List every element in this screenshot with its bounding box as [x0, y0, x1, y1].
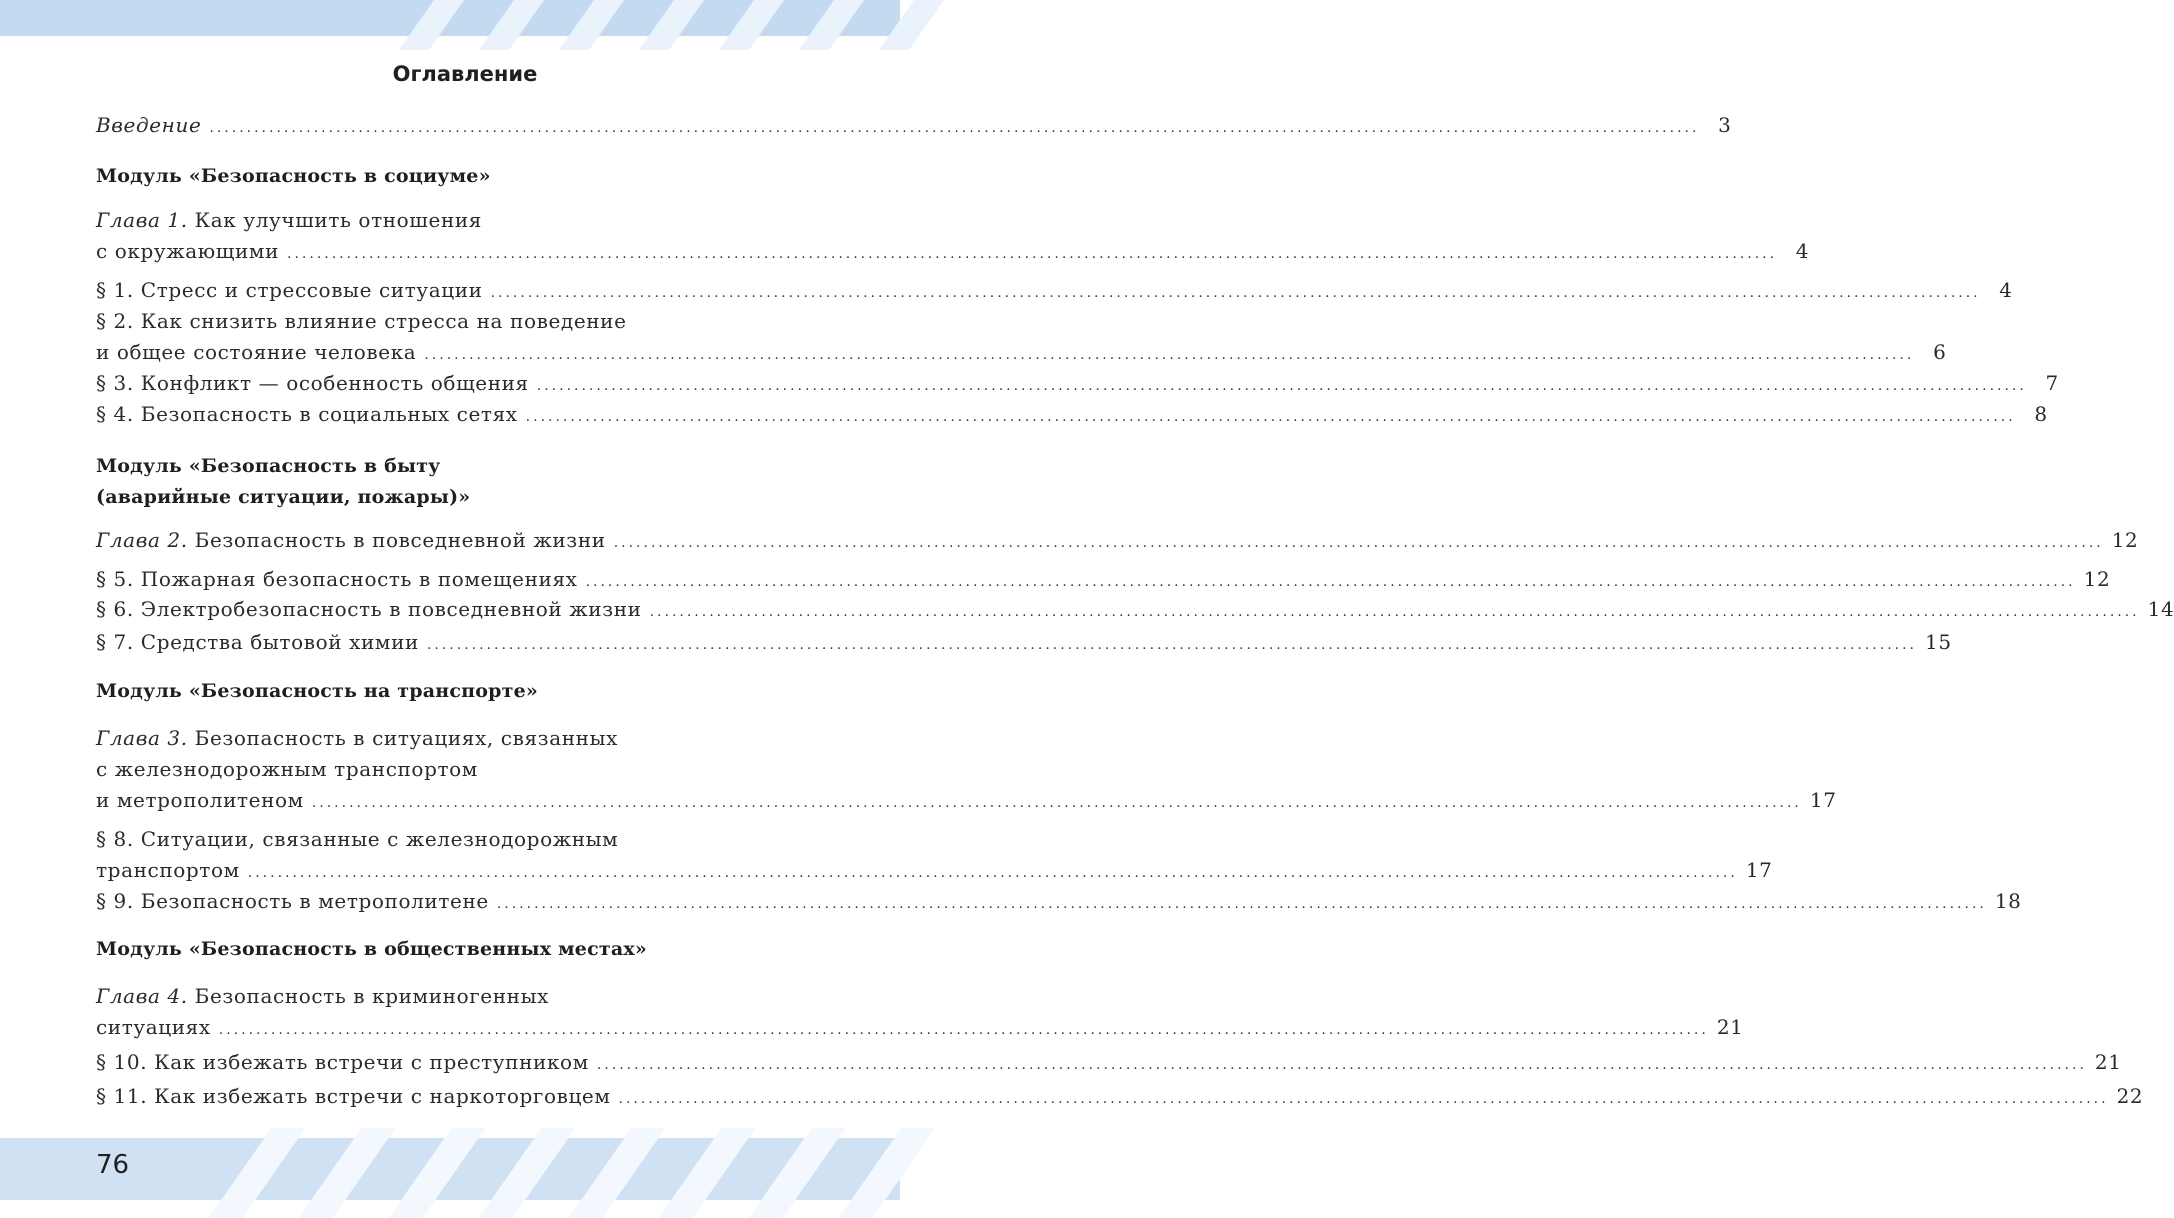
toc-page-number: 21	[1716, 1015, 1744, 1039]
toc-entry-prefix: Глава 4.	[96, 984, 188, 1008]
dot-leader: ........................................................................................................................................................................................................	[218, 1022, 1709, 1038]
toc-entry-label	[96, 754, 478, 785]
toc-entry-text: § 6. Электробезопасность в повседневной жизни	[96, 597, 642, 621]
dot-leader: ........................................................................................................................................................................................................	[649, 604, 2140, 620]
toc-entry-line	[96, 337, 1947, 371]
module-heading-line: Модуль «Безопасность в социуме»	[96, 165, 491, 187]
toc-entry-label	[96, 1012, 211, 1043]
dot-leader: ........................................................................................................................................................................................................	[618, 1091, 2109, 1107]
toc-entry[interactable]	[96, 399, 2048, 433]
toc-page-number: 21	[2094, 1050, 2122, 1074]
toc-entry-text: транспортом	[96, 858, 240, 882]
toc-entry-text: ситуациях	[96, 1015, 211, 1039]
dot-leader: ........................................................................................................................................................................................................	[311, 795, 1802, 811]
toc-entry-prefix: Глава 1.	[96, 208, 188, 232]
toc-entry[interactable]	[96, 564, 2111, 598]
toc-entry[interactable]	[96, 205, 1810, 270]
toc-entry-text: § 7. Средства бытовой химии	[96, 630, 419, 654]
dot-leader: ........................................................................................................................................................................................................	[426, 637, 1917, 653]
toc-page-number: 4	[1795, 239, 1810, 263]
toc-entry-text: с железнодорожным транспортом	[96, 757, 478, 781]
toc-page-number: 17	[1745, 858, 1773, 882]
toc-page-number: 3	[1718, 113, 1732, 137]
toc-entry-text: § 1. Стресс и стрессовые ситуации	[96, 278, 483, 302]
dot-leader: ........................................................................................................................................................................................................	[496, 896, 1987, 912]
dot-leader: ........................................................................................................................................................................................................	[490, 285, 1981, 301]
toc-entry-text: § 2. Как снизить влияние стресса на поведение	[96, 309, 627, 333]
toc-entry-text: Как улучшить отношения	[187, 208, 483, 232]
toc-entry-line	[96, 627, 1952, 661]
toc-entry[interactable]	[96, 723, 1837, 819]
module-heading	[96, 161, 491, 192]
toc-entry-line	[96, 1047, 2122, 1081]
toc-entry-label	[96, 205, 482, 236]
dot-leader: ........................................................................................................................................................................................................	[585, 574, 2076, 590]
toc-page-number: 12	[2083, 567, 2111, 591]
toc-entry-line	[96, 110, 1732, 144]
toc-page-number: 18	[1994, 889, 2022, 913]
toc-entry-text: § 4. Безопасность в социальных сетях	[96, 402, 518, 426]
toc-entry-line	[96, 886, 2022, 920]
toc-entry[interactable]	[96, 627, 1952, 661]
toc-page-number: 4	[1999, 278, 2013, 302]
toc-entry-text: с окружающими	[96, 239, 280, 263]
dot-leader: ........................................................................................................................................................................................................	[287, 246, 1778, 262]
bottom-decorative-band	[0, 1138, 900, 1200]
toc-entry-line	[96, 236, 1810, 270]
toc-entry-text: Безопасность в ситуациях, связанных	[187, 726, 618, 750]
toc-entry-line	[96, 723, 834, 754]
toc-entry-label	[96, 525, 606, 556]
toc-entry-prefix: Глава 2.	[96, 528, 188, 552]
toc-entry-label	[96, 981, 549, 1012]
toc-entry-label	[96, 368, 529, 399]
toc-entry-label	[96, 275, 483, 306]
toc-entry-label	[96, 886, 489, 917]
toc-entry[interactable]	[96, 110, 1732, 144]
module-heading	[96, 451, 470, 513]
toc-page-number: 7	[2045, 371, 2059, 395]
toc-entry-line	[96, 1081, 2144, 1115]
module-heading-line: Модуль «Безопасность на транспорте»	[96, 680, 538, 702]
toc-entry-line	[96, 275, 2013, 309]
dot-leader: ........................................................................................................................................................................................................	[424, 347, 1915, 363]
toc-page-number: 22	[2116, 1084, 2144, 1108]
toc-entry-label	[96, 337, 416, 368]
toc-entry-label	[96, 594, 642, 625]
toc-entry[interactable]	[96, 594, 2174, 628]
toc-page-number: 8	[2034, 402, 2048, 426]
toc-entry-line	[96, 525, 2139, 559]
module-heading-line: Модуль «Безопасность в быту	[96, 455, 441, 477]
toc-entry-label	[96, 110, 201, 141]
toc-entry[interactable]	[96, 525, 2139, 559]
toc-entry-line	[96, 1012, 1744, 1046]
toc-entry-line	[96, 855, 1773, 889]
toc-entry-line	[96, 824, 834, 855]
toc-entry[interactable]	[96, 886, 2022, 920]
toc-page-number: 17	[1809, 788, 1837, 812]
toc-entry-text: § 8. Ситуации, связанные с железнодорожным	[96, 827, 619, 851]
module-heading-line: (аварийные ситуации, пожары)»	[96, 486, 471, 508]
toc-page-number: 14	[2147, 597, 2174, 621]
toc-entry-text: и общее состояние человека	[96, 340, 417, 364]
toc-entry[interactable]	[96, 306, 1947, 371]
module-heading	[96, 934, 647, 965]
toc-page-number: 6	[1933, 340, 1947, 364]
top-decorative-band	[0, 0, 900, 36]
toc-entry-label	[96, 306, 627, 337]
toc-page-number: 12	[2111, 528, 2139, 552]
toc-entry-text: Безопасность в повседневной жизни	[187, 528, 606, 552]
toc-entry-line	[96, 564, 2111, 598]
toc-entry-line	[96, 306, 834, 337]
toc-entry-text: § 9. Безопасность в метрополитене	[96, 889, 489, 913]
toc-entry-label	[96, 564, 578, 595]
toc-entry-line	[96, 981, 834, 1012]
page-number: 76	[96, 1150, 130, 1180]
toc-entry-prefix: Введение	[96, 113, 202, 137]
toc-entry-label	[96, 236, 279, 267]
toc-entry-label	[96, 399, 518, 430]
toc-entry-label	[96, 855, 240, 886]
toc-entry-line	[96, 594, 2174, 628]
toc-entry-label	[96, 627, 419, 658]
toc-entry[interactable]	[96, 368, 2059, 402]
dot-leader: ........................................................................................................................................................................................................	[536, 378, 2027, 394]
page-title: Оглавление	[392, 62, 538, 86]
toc-entry-text: § 11. Как избежать встречи с наркоторговцем	[96, 1084, 611, 1108]
dot-leader: ........................................................................................................................................................................................................	[247, 865, 1738, 881]
toc-entry-line	[96, 754, 834, 785]
toc-page-number: 15	[1925, 630, 1952, 654]
toc-entry[interactable]	[96, 824, 1773, 889]
toc-entry-text: § 5. Пожарная безопасность в помещениях	[96, 567, 578, 591]
toc-entry-line	[96, 205, 834, 236]
toc-entry-text: и метрополитеном	[96, 788, 304, 812]
dot-leader: ........................................................................................................................................................................................................	[525, 409, 2016, 425]
toc-entry-line	[96, 785, 1837, 819]
dot-leader: ........................................................................................................................................................................................................	[209, 120, 1700, 136]
toc-entry[interactable]	[96, 981, 1744, 1046]
toc-entry-label	[96, 1047, 589, 1078]
toc-entry-label	[96, 824, 618, 855]
toc-entry[interactable]	[96, 275, 2013, 309]
toc-entry-label	[96, 1081, 611, 1112]
toc-entry-label	[96, 723, 618, 754]
toc-entry-prefix: Глава 3.	[96, 726, 188, 750]
dot-leader: ........................................................................................................................................................................................................	[613, 535, 2104, 551]
dot-leader: ........................................................................................................................................................................................................	[596, 1057, 2087, 1073]
toc-entry-label	[96, 785, 304, 816]
toc-entry[interactable]	[96, 1047, 2122, 1081]
module-heading-line: Модуль «Безопасность в общественных местах»	[96, 938, 647, 960]
toc-entry-text: § 10. Как избежать встречи с преступником	[96, 1050, 589, 1074]
toc-entry-text: Безопасность в криминогенных	[187, 984, 549, 1008]
toc-entry[interactable]	[96, 1081, 2144, 1115]
toc-entry-line	[96, 368, 2059, 402]
toc-entry-line	[96, 399, 2048, 433]
toc-entry-text: § 3. Конфликт — особенность общения	[96, 371, 529, 395]
module-heading	[96, 676, 538, 707]
